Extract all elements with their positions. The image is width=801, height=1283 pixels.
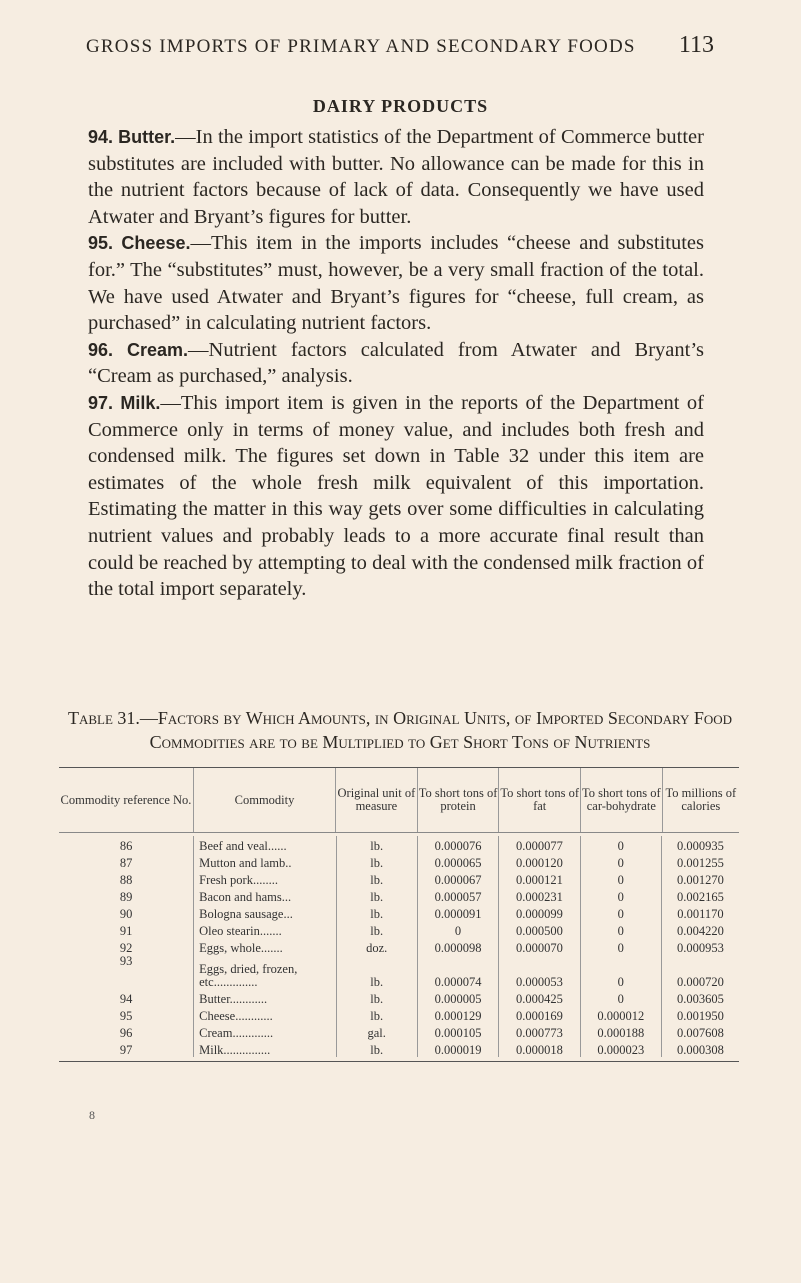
fat-factor: 0.000169 <box>499 1006 580 1023</box>
unit: lb. <box>337 870 418 887</box>
commodity-name: Cheese............ <box>194 1006 336 1023</box>
calories-factor: 0.002165 <box>677 890 724 904</box>
protein-factor: 0.000098 <box>418 938 499 955</box>
carbohydrate-factor: 0 <box>581 887 662 904</box>
table-row <box>59 887 739 904</box>
commodity-name: Oleo stearin....... <box>194 921 336 938</box>
signature-mark: 8 <box>89 1108 95 1122</box>
calories-factor: 0.000935 <box>677 839 724 853</box>
unit: lb. <box>337 836 418 853</box>
fat-factor: 0.000121 <box>499 870 580 887</box>
protein-factor: 0.000091 <box>418 904 499 921</box>
paragraph-label: 95. Cheese. <box>88 233 191 254</box>
calories-factor: 0.001170 <box>677 907 724 921</box>
table-row <box>59 1006 739 1023</box>
fat-factor: 0.000099 <box>499 904 580 921</box>
fat-factor: 0.000018 <box>499 1040 580 1057</box>
carbohydrate-factor: 0 <box>581 938 662 955</box>
commodity-name: Eggs, dried, frozen, etc.............. <box>194 955 336 989</box>
paragraph-cheese <box>88 230 704 336</box>
ref-number: 87 <box>59 853 194 870</box>
carbohydrate-factor: 0 <box>581 904 662 921</box>
section-title: DAIRY PRODUCTS <box>312 96 489 116</box>
column-header: To short tons of car-bohydrate <box>581 768 663 832</box>
table-header <box>59 767 739 833</box>
paragraph-butter <box>88 124 704 230</box>
fat-factor: 0.000120 <box>499 853 580 870</box>
table-row <box>59 870 739 887</box>
table-body <box>59 836 739 1062</box>
protein-factor: 0.000005 <box>418 989 499 1006</box>
protein-factor: 0.000076 <box>418 836 499 853</box>
protein-factor: 0.000057 <box>418 887 499 904</box>
body-text <box>88 124 704 603</box>
column-header: Commodity <box>194 768 336 832</box>
unit: lb. <box>337 853 418 870</box>
commodity-name: Beef and veal...... <box>194 836 336 853</box>
running-head <box>86 32 714 59</box>
fat-factor: 0.000231 <box>499 887 580 904</box>
paragraph-label: 96. Cream. <box>88 339 189 360</box>
unit: lb. <box>337 1040 418 1057</box>
column-header: To short tons of protein <box>418 768 500 832</box>
table-row <box>59 1023 739 1040</box>
calories-factor: 0.001950 <box>677 1009 724 1023</box>
commodity-name: Mutton and lamb.. <box>194 853 336 870</box>
commodity-name: Milk............... <box>194 1040 336 1057</box>
paragraph-cream <box>88 337 704 390</box>
protein-factor: 0.000129 <box>418 1006 499 1023</box>
table-row <box>59 989 739 1006</box>
ref-number: 88 <box>59 870 194 887</box>
ref-number: 96 <box>59 1023 194 1040</box>
ref-number: 92 <box>59 938 194 955</box>
table-row <box>59 836 739 853</box>
protein-factor: 0 <box>418 921 499 938</box>
carbohydrate-factor: 0 <box>581 836 662 853</box>
table-caption: Table 31.—Factors by Which Amounts, in Original Units, of Imported Secondary Food Commodities are to be Multiplied to Get Short Tons of Nutrients <box>67 708 733 752</box>
column-header: To millions of calories <box>665 786 737 813</box>
calories-factor: 0.003605 <box>677 992 724 1006</box>
fat-factor: 0.000773 <box>499 1023 580 1040</box>
calories-factor: 0.001270 <box>677 873 724 887</box>
protein-factor: 0.000065 <box>418 853 499 870</box>
paragraph-text: —Nutrient factors calculated from Atwater and Bryant’s “Cream as purchased,” analysis. <box>88 338 704 388</box>
ref-number: 90 <box>59 904 194 921</box>
column-header: Commodity reference No. <box>59 768 194 832</box>
calories-factor: 0.007608 <box>677 1026 724 1040</box>
protein-factor: 0.000105 <box>418 1023 499 1040</box>
ref-number: 86 <box>59 836 194 853</box>
page-number: 113 <box>678 32 714 58</box>
table-row <box>59 853 739 870</box>
unit: lb. <box>337 904 418 921</box>
protein-factor: 0.000074 <box>418 955 499 989</box>
commodity-name: Eggs, whole....... <box>194 938 336 955</box>
fat-factor: 0.000077 <box>499 836 580 853</box>
table-row <box>59 904 739 921</box>
table-row <box>59 955 739 989</box>
carbohydrate-factor: 0.000188 <box>581 1023 662 1040</box>
table-row <box>59 938 739 955</box>
paragraph-text: —In the import statistics of the Department of Commerce butter substitutes are included with butter. No allowance can be made for this in the nutrient factors because of lack of data. Consequently we have used Atwater and Bryant’s figures for butter. <box>88 126 704 228</box>
paragraph-label: 97. Milk. <box>88 392 161 413</box>
carbohydrate-factor: 0 <box>581 989 662 1006</box>
ref-number: 93 <box>59 955 194 989</box>
calories-factor: 0.001255 <box>677 856 724 870</box>
unit: lb. <box>337 989 418 1006</box>
carbohydrate-factor: 0 <box>581 921 662 938</box>
ref-number: 91 <box>59 921 194 938</box>
unit: lb. <box>337 921 418 938</box>
carbohydrate-factor: 0.000012 <box>581 1006 662 1023</box>
calories-factor: 0.000953 <box>677 941 724 955</box>
calories-factor: 0.000720 <box>677 975 724 989</box>
table-row <box>59 1040 739 1057</box>
ref-number: 89 <box>59 887 194 904</box>
commodity-name: Fresh pork........ <box>194 870 336 887</box>
calories-factor: 0.004220 <box>677 924 724 938</box>
unit: lb. <box>337 1006 418 1023</box>
fat-factor: 0.000053 <box>499 955 580 989</box>
commodity-name: Bologna sausage... <box>194 904 336 921</box>
paragraph-label: 94. Butter. <box>88 127 176 147</box>
protein-factor: 0.000019 <box>418 1040 499 1057</box>
carbohydrate-factor: 0 <box>581 853 662 870</box>
ref-number: 94 <box>59 989 194 1006</box>
carbohydrate-factor: 0 <box>581 955 662 989</box>
column-header: To short tons of fat <box>499 768 581 832</box>
commodity-name: Cream............. <box>194 1023 336 1040</box>
unit: lb. <box>337 955 418 989</box>
protein-factor: 0.000067 <box>418 870 499 887</box>
commodity-name: Butter............ <box>194 989 336 1006</box>
fat-factor: 0.000070 <box>499 938 580 955</box>
unit: doz. <box>337 938 418 955</box>
unit: gal. <box>337 1023 418 1040</box>
paragraph-milk <box>88 390 704 603</box>
fat-factor: 0.000500 <box>499 921 580 938</box>
table-row <box>59 921 739 938</box>
column-header: Original unit of measure <box>336 768 418 832</box>
ref-number: 95 <box>59 1006 194 1023</box>
carbohydrate-factor: 0 <box>581 870 662 887</box>
calories-factor: 0.000308 <box>677 1043 724 1057</box>
unit: lb. <box>337 887 418 904</box>
commodity-name: Bacon and hams... <box>194 887 336 904</box>
paragraph-text: —This item in the imports includes “cheese and substitutes for.” The “substitutes” must, however, be a very small fraction of the total. We have used Atwater and Bryant’s figures for “cheese, full cream, as purchased” in calculating nutrient factors. <box>88 232 705 335</box>
ref-number: 97 <box>59 1040 194 1057</box>
paragraph-text: —This import item is given in the reports of the Department of Commerce only in terms of money value, and includes both fresh and condensed milk. The figures set down in Table 32 under this item are estimates of the whole fresh milk equivalent of this importation. Estimating the matter in this way gets over some difficulties in calculating nutrient values and probably leads to a more accurate final result than could be reached by attempting to deal with the condensed milk fraction of the total import separately. <box>88 391 705 601</box>
running-head-title: GROSS IMPORTS OF PRIMARY AND SECONDARY FOODS <box>86 36 636 57</box>
carbohydrate-factor: 0.000023 <box>581 1040 662 1057</box>
fat-factor: 0.000425 <box>499 989 580 1006</box>
